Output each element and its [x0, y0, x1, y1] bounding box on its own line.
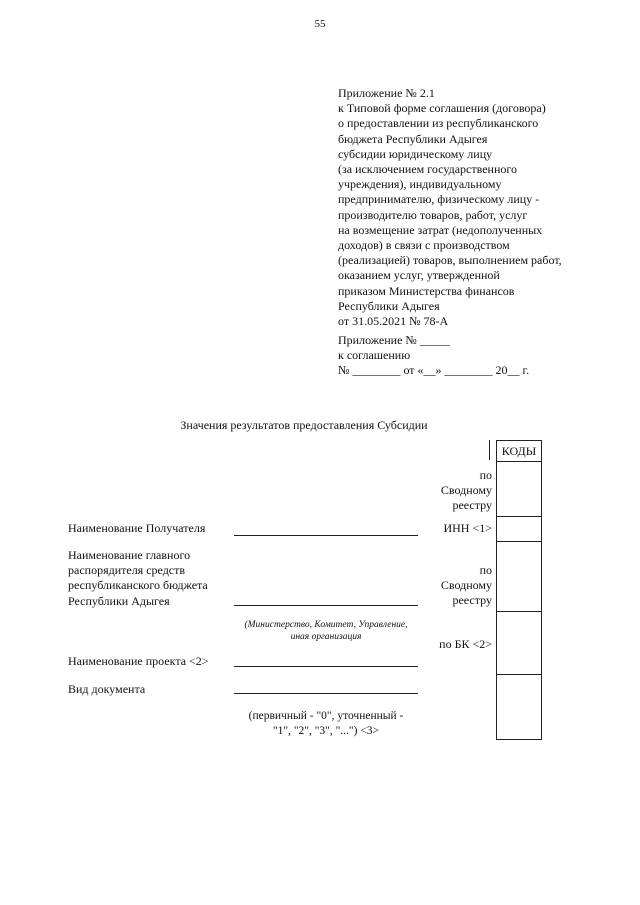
registry-label-line: Сводному — [440, 578, 492, 593]
agreement-appendix — [338, 333, 608, 379]
page-number: 55 — [314, 18, 326, 30]
form-title: Значения результатов предоставления Субсидии — [180, 418, 428, 432]
project-field[interactable] — [234, 666, 418, 667]
codes-header: КОДЫ — [497, 441, 541, 462]
doc-type-label: Вид документа — [68, 682, 146, 696]
manager-field[interactable] — [234, 605, 418, 606]
appendix-line: предпринимателю, физическому лицу - — [338, 192, 540, 207]
manager-label-line: распорядителя средств — [68, 563, 186, 578]
appendix-line: на возмещение затрат (недополученных — [338, 222, 543, 237]
appendix-header — [338, 86, 608, 329]
appendix-line: субсидии юридическому лицу — [338, 146, 493, 161]
codes-table — [496, 440, 542, 740]
manager-hint-line: (Министерство, Комитет, Управление, — [244, 620, 408, 630]
recipient-label: Наименование Получателя — [68, 521, 206, 535]
appendix-line: производителю товаров, работ, услуг — [338, 207, 528, 222]
doc-type-hint-line: (первичный - "0", уточненный - — [248, 710, 404, 722]
agreement-appendix-date: № ________ от «__» ________ 20__ г. — [338, 363, 530, 378]
appendix-line: бюджета Республики Адыгея — [338, 131, 488, 146]
codes-cell-divider — [497, 611, 541, 612]
agreement-appendix-number: Приложение № _____ — [338, 333, 450, 347]
manager-label — [68, 548, 208, 609]
inn-label: ИНН <1> — [443, 521, 492, 535]
codes-cell-divider — [497, 674, 541, 675]
bk-label: по БК <2> — [439, 637, 492, 651]
project-label: Наименование проекта <2> — [68, 654, 209, 668]
appendix-line: (реализацией) товаров, выполнением работ, — [338, 253, 562, 268]
doc-type-field[interactable] — [234, 693, 418, 694]
appendix-line: (за исключением государственного — [338, 162, 517, 177]
registry-label-1 — [412, 468, 492, 514]
appendix-line: приказом Министерства финансов — [338, 283, 515, 298]
doc-type-hint-line: "1", "2", "3", "...") <3> — [272, 725, 380, 737]
registry-label-line: Сводному — [440, 483, 492, 498]
codes-cell-divider — [497, 541, 541, 542]
appendix-line: оказанием услуг, утвержденной — [338, 268, 500, 283]
appendix-line: Республики Адыгея — [338, 298, 440, 313]
appendix-line: к Типовой форме соглашения (договора) — [338, 101, 546, 116]
appendix-line: учреждения), индивидуальному — [338, 177, 502, 192]
codes-header-tick — [489, 440, 496, 460]
registry-label-line: реестру — [452, 593, 492, 608]
manager-hint — [230, 619, 422, 643]
registry-label-line: по — [479, 563, 492, 577]
appendix-line: от 31.05.2021 № 78-А — [338, 314, 449, 329]
manager-label-line: Наименование главного — [68, 548, 191, 562]
appendix-line: доходов) в связи с производством — [338, 238, 510, 253]
appendix-line: Приложение № 2.1 — [338, 86, 435, 100]
manager-label-line: республиканского бюджета — [68, 578, 208, 593]
codes-cell-divider — [497, 516, 541, 517]
registry-label-line: по — [479, 468, 492, 482]
manager-hint-line: иная организация — [290, 632, 362, 642]
doc-type-hint — [222, 709, 430, 739]
registry-label-2 — [412, 563, 492, 609]
registry-label-line: реестру — [452, 498, 492, 513]
agreement-appendix-ref: к соглашению — [338, 348, 411, 363]
appendix-line: о предоставлении из республиканского — [338, 116, 539, 131]
recipient-field[interactable] — [234, 535, 418, 536]
manager-label-line: Республики Адыгея — [68, 593, 170, 608]
